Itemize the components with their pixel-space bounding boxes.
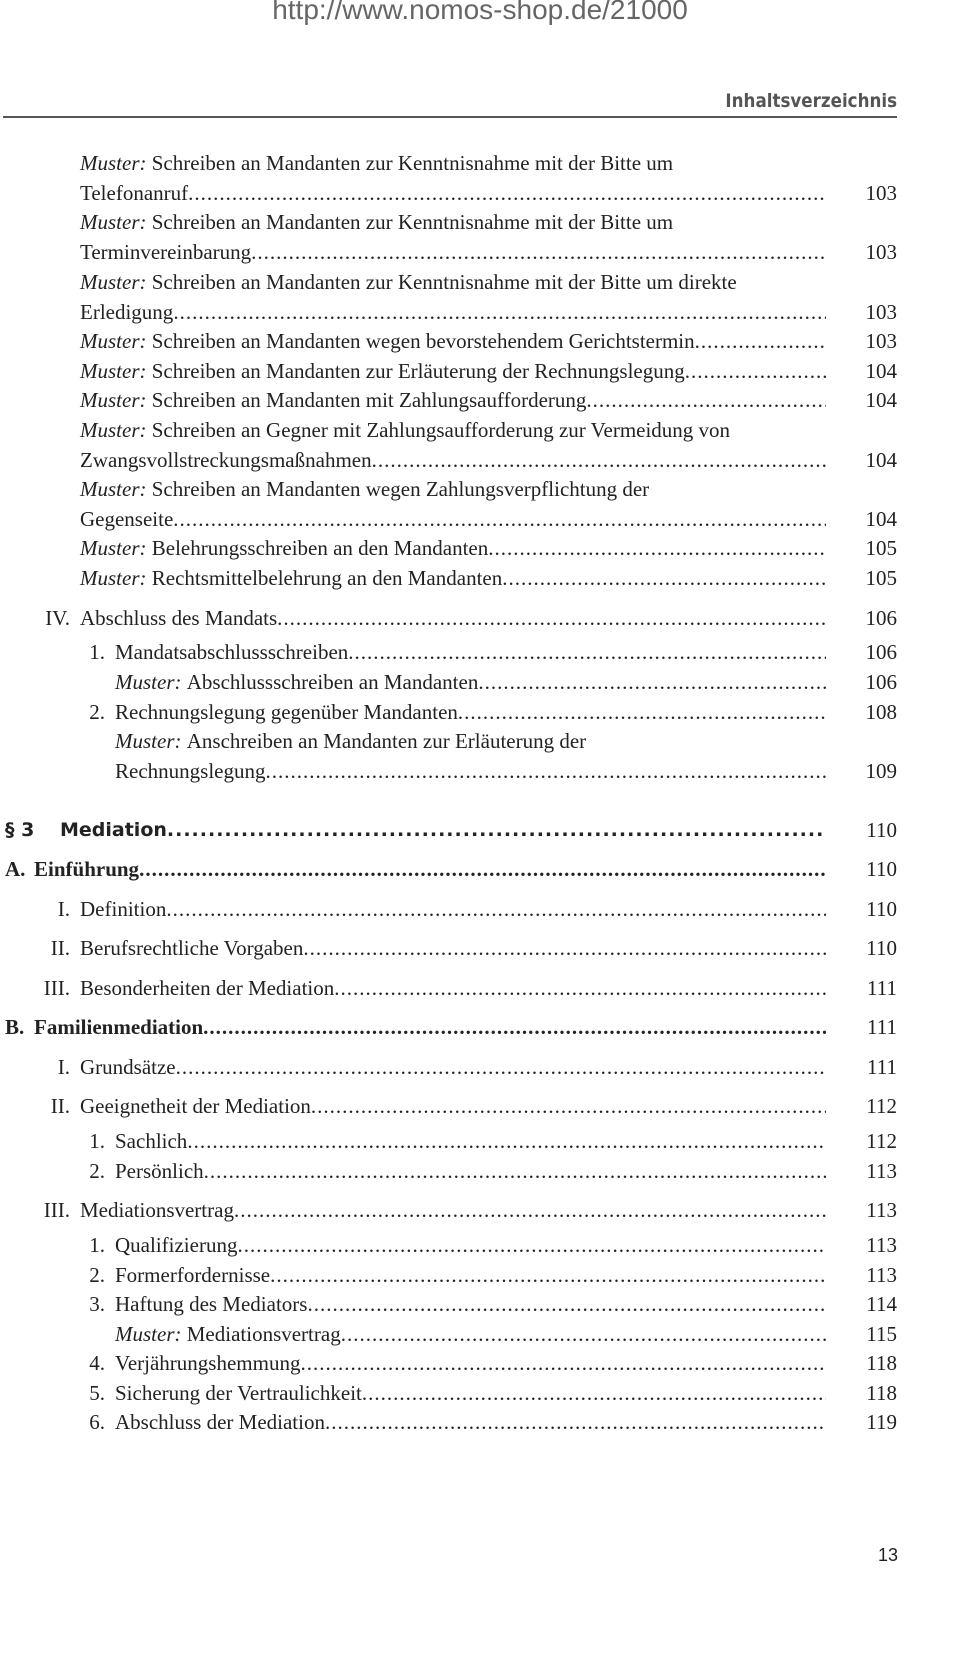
entry-page: 105 [865, 566, 897, 590]
entry-title: Abschluss der Mediation [115, 1410, 325, 1434]
entry-title-line [115, 1260, 826, 1290]
entry-page: 106 [865, 670, 897, 694]
entry-number: 6. [89, 1410, 105, 1434]
entry-title-line [80, 533, 826, 563]
entry-title: Schreiben an Mandanten wegen bevorstehendem Gerichtstermin [151, 329, 695, 353]
muster-prefix: Muster: [115, 729, 182, 753]
entry-page: 112 [866, 1129, 897, 1153]
dot-leader [265, 756, 826, 786]
entry-title-line [34, 1012, 826, 1042]
entry-title-line [80, 237, 826, 267]
entry-title-line [115, 1126, 826, 1156]
entry-title: Schreiben an Mandanten zur Erläuterung der Rechnungslegung [151, 359, 685, 383]
dot-leader [176, 1052, 826, 1082]
entry-title: Mediationsvertrag [186, 1322, 341, 1346]
entry-title: Verjährungshemmung [115, 1351, 301, 1375]
entry-title-line [115, 1289, 826, 1319]
dot-leader [341, 1319, 826, 1349]
entry-title: Erledigung [80, 300, 174, 324]
entry-page: 105 [865, 536, 897, 560]
entry-number: IV. [45, 606, 70, 630]
entry-title: Schreiben an Mandanten zur Kenntnisnahme mit der Bitte um [151, 210, 674, 234]
entry-title: Mediationsvertrag [80, 1198, 234, 1222]
dot-leader [685, 356, 826, 386]
entry-page: 103 [865, 329, 897, 353]
entry-title: Grundsätze [80, 1055, 176, 1079]
dot-leader [251, 237, 826, 267]
entry-page: 113 [866, 1159, 897, 1183]
entry-page: 113 [866, 1198, 897, 1222]
entry-title: Schreiben an Gegner mit Zahlungsaufforderung zur Vermeidung von [151, 418, 731, 442]
dot-leader [303, 933, 826, 963]
entry-number: B. [5, 1015, 25, 1039]
entry-number: 2. [89, 700, 105, 724]
entry-title: Rechnungslegung [115, 759, 266, 783]
entry-title: Schreiben an Mandanten zur Kenntnisnahme mit der Bitte um direkte [151, 270, 737, 294]
dot-leader [234, 1195, 826, 1225]
entry-title-line [115, 697, 826, 727]
entry-title: Belehrungsschreiben an den Mandanten [151, 536, 489, 560]
entry-title-line [60, 815, 826, 845]
dot-leader [325, 1407, 826, 1437]
entry-page: 108 [865, 700, 897, 724]
entry-number: II. [50, 1094, 70, 1118]
entry-page: 111 [867, 1015, 897, 1039]
entry-title: Geeignetheit der Mediation [80, 1094, 311, 1118]
dot-leader [237, 1230, 826, 1260]
entry-title-line [80, 178, 826, 208]
entry-title: Rechnungslegung gegenüber Mandanten [115, 700, 458, 724]
entry-page: 106 [865, 640, 897, 664]
entry-title: Haftung des Mediators [115, 1292, 308, 1316]
entry-number: III. [43, 976, 70, 1000]
dot-leader [187, 1126, 826, 1156]
entry-title: Persönlich [115, 1159, 204, 1183]
entry-title-line [34, 854, 826, 884]
entry-number: 5. [89, 1381, 105, 1405]
entry-title-line [80, 1195, 826, 1225]
entry-number: A. [5, 857, 26, 881]
entry-page: 111 [867, 976, 897, 1000]
dot-leader [488, 533, 826, 563]
entry-title-line [80, 474, 649, 504]
entry-page: 104 [865, 388, 897, 412]
entry-title: Mandatsabschlussschreiben [115, 640, 349, 664]
entry-title-line [80, 445, 826, 475]
entry-number: 1. [89, 1129, 105, 1153]
dot-leader [478, 667, 826, 697]
entry-title: Qualifizierung [115, 1233, 238, 1257]
entry-number: I. [57, 897, 70, 921]
entry-title-line [115, 1378, 826, 1408]
entry-title: Sachlich [115, 1129, 188, 1153]
entry-page: 103 [865, 181, 897, 205]
entry-title: Formerfordernisse [115, 1263, 271, 1287]
entry-page: 104 [865, 507, 897, 531]
dot-leader [139, 854, 826, 884]
entry-title: Einführung [34, 857, 140, 881]
entry-page: 113 [866, 1263, 897, 1287]
entry-number: 4. [89, 1351, 105, 1375]
muster-prefix: Muster: [80, 418, 147, 442]
entry-title-line [80, 1091, 826, 1121]
dot-leader [348, 637, 826, 667]
muster-prefix: Muster: [80, 536, 147, 560]
dot-leader [334, 973, 826, 1003]
entry-title-line [80, 603, 826, 633]
dot-leader [307, 1289, 826, 1319]
muster-prefix: Muster: [80, 566, 147, 590]
entry-page: 110 [866, 936, 897, 960]
entry-title-line [115, 726, 586, 756]
entry-title-line [115, 756, 826, 786]
entry-title: Terminvereinbarung [80, 240, 252, 264]
entry-title: Mediation [60, 819, 167, 841]
entry-page: 104 [865, 359, 897, 383]
entry-number: 2. [89, 1263, 105, 1287]
entry-page: 118 [866, 1351, 897, 1375]
entry-page: 119 [866, 1410, 897, 1434]
entry-page: 112 [866, 1094, 897, 1118]
dot-leader [166, 894, 826, 924]
muster-prefix: Muster: [80, 210, 147, 234]
dot-leader [204, 1156, 826, 1186]
entry-title-line [80, 297, 826, 327]
entry-title: Anschreiben an Mandanten zur Erläuterung der [186, 729, 587, 753]
dot-leader [458, 697, 826, 727]
entry-title: Besonderheiten der Mediation [80, 976, 335, 1000]
entry-page: 110 [866, 857, 897, 881]
entry-title: Sicherung der Vertraulichkeit [115, 1381, 362, 1405]
muster-prefix: Muster: [115, 1322, 182, 1346]
entry-title-line [80, 356, 826, 386]
entry-title-line [80, 933, 826, 963]
dot-leader [372, 445, 826, 475]
entry-number: 3. [89, 1292, 105, 1316]
entry-title-line [115, 1319, 826, 1349]
dot-leader [362, 1378, 826, 1408]
entry-title-line [80, 894, 826, 924]
entry-title-line [80, 415, 730, 445]
muster-prefix: Muster: [80, 270, 147, 294]
entry-title: Familienmediation [34, 1015, 204, 1039]
dot-leader [300, 1348, 826, 1378]
dot-leader [695, 326, 826, 356]
entry-number: III. [43, 1198, 70, 1222]
entry-title-line [80, 385, 826, 415]
muster-prefix: Muster: [80, 388, 147, 412]
entry-title: Berufsrechtliche Vorgaben [80, 936, 304, 960]
source-url: http://www.nomos-shop.de/21000 [272, 0, 688, 25]
entry-title: Schreiben an Mandanten zur Kenntnisnahme mit der Bitte um [151, 151, 674, 175]
entry-page: 109 [865, 759, 897, 783]
entry-page: 104 [865, 448, 897, 472]
entry-page: 111 [867, 1055, 897, 1079]
entry-title: Definition [80, 897, 167, 921]
entry-number: 1. [89, 640, 105, 664]
entry-title-line [80, 563, 826, 593]
muster-prefix: Muster: [80, 151, 147, 175]
entry-page: 103 [865, 300, 897, 324]
dot-leader [270, 1260, 826, 1290]
entry-number: I. [57, 1055, 70, 1079]
entry-title-line [115, 637, 826, 667]
entry-title-line [80, 973, 826, 1003]
entry-title-line [80, 267, 737, 297]
entry-number: 1. [89, 1233, 105, 1257]
dot-leader [167, 815, 826, 845]
entry-title-line [115, 1156, 826, 1186]
entry-title-line [115, 1407, 826, 1437]
muster-prefix: Muster: [115, 670, 182, 694]
entry-title-line [80, 207, 673, 237]
entry-number: II. [50, 936, 70, 960]
entry-number: § 3 [5, 819, 35, 841]
dot-leader [277, 603, 826, 633]
dot-leader [586, 385, 826, 415]
dot-leader [188, 178, 826, 208]
dot-leader [173, 504, 826, 534]
entry-page: 114 [866, 1292, 897, 1316]
entry-title: Schreiben an Mandanten mit Zahlungsaufforderung [151, 388, 587, 412]
entry-title-line [80, 326, 826, 356]
entry-page: 103 [865, 240, 897, 264]
entry-page: 106 [865, 606, 897, 630]
entry-page: 115 [866, 1322, 897, 1346]
entry-page: 110 [866, 897, 897, 921]
entry-page: 113 [866, 1233, 897, 1257]
entry-title: Abschluss des Mandats [80, 606, 278, 630]
header-rule [3, 116, 897, 118]
entry-title-line [115, 667, 826, 697]
entry-page: 118 [866, 1381, 897, 1405]
muster-prefix: Muster: [80, 359, 147, 383]
running-head: Inhaltsverzeichnis [725, 90, 897, 112]
entry-title: Gegenseite [80, 507, 174, 531]
entry-title-line [115, 1348, 826, 1378]
entry-number: 2. [89, 1159, 105, 1183]
entry-title: Telefonanruf [80, 181, 189, 205]
muster-prefix: Muster: [80, 477, 147, 501]
dot-leader [311, 1091, 826, 1121]
entry-page: 110 [866, 818, 897, 842]
dot-leader [173, 297, 826, 327]
entry-title-line [80, 148, 673, 178]
dot-leader [502, 563, 826, 593]
entry-title: Zwangsvollstreckungsmaßnahmen [80, 448, 372, 472]
entry-title: Abschlussschreiben an Mandanten [186, 670, 479, 694]
entry-title: Schreiben an Mandanten wegen Zahlungsverpflichtung der [151, 477, 650, 501]
entry-title-line [80, 1052, 826, 1082]
entry-title-line [115, 1230, 826, 1260]
entry-title: Rechtsmittelbelehrung an den Mandanten [151, 566, 503, 590]
entry-title-line [80, 504, 826, 534]
dot-leader [203, 1012, 826, 1042]
page-number: 13 [877, 1545, 898, 1565]
muster-prefix: Muster: [80, 329, 147, 353]
